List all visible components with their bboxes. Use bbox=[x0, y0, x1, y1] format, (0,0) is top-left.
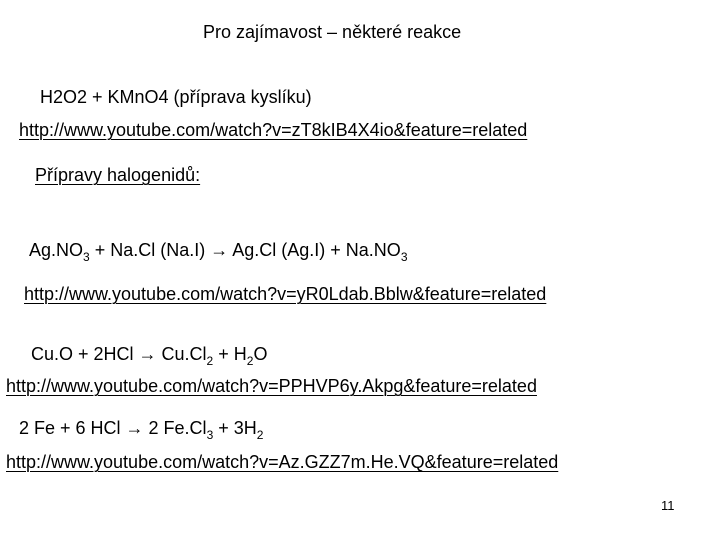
reaction-h2o2-kmno4: H2O2 + KMnO4 (příprava kyslíku) bbox=[40, 87, 312, 107]
reaction-fe-part1: 2 Fe + 6 HCl → 2 Fe.Cl bbox=[19, 418, 207, 438]
reaction-fe-part2: + 3H bbox=[213, 418, 257, 438]
youtube-link-oxygen[interactable]: http://www.youtube.com/watch?v=zT8kIB4X4io&feature=related bbox=[19, 120, 528, 140]
reaction-agno3-sub2: 3 bbox=[400, 250, 408, 264]
reaction-cuo-part2: + H bbox=[213, 344, 247, 364]
reaction-cuo-part3: O bbox=[253, 344, 268, 364]
reaction-agno3-nacl bbox=[29, 240, 408, 264]
halides-heading: Přípravy halogenidů: bbox=[35, 165, 201, 185]
reaction-fe-sub2: 2 bbox=[256, 428, 264, 442]
reaction-fe-sub1: 3 bbox=[206, 428, 214, 442]
reaction-cuo-sub1: 2 bbox=[206, 354, 214, 368]
page-number: 11 bbox=[661, 498, 675, 513]
youtube-link-fe[interactable]: http://www.youtube.com/watch?v=Az.GZZ7m.He.VQ&feature=related bbox=[6, 452, 559, 472]
reaction-cuo-part1: Cu.O + 2HCl → Cu.Cl bbox=[31, 344, 207, 364]
reaction-fe-hcl bbox=[19, 418, 264, 442]
youtube-link-cuo[interactable]: http://www.youtube.com/watch?v=PPHVP6y.Akpg&feature=related bbox=[6, 376, 537, 396]
reaction-cuo-hcl bbox=[31, 344, 268, 368]
reaction-agno3-part2: + Na.Cl (Na.I) → Ag.Cl (Ag.I) + Na.NO bbox=[89, 240, 401, 260]
reaction-agno3-part1: Ag.NO bbox=[29, 240, 84, 260]
reaction-cuo-sub2: 2 bbox=[246, 354, 254, 368]
youtube-link-halides[interactable]: http://www.youtube.com/watch?v=yR0Ldab.Bblw&feature=related bbox=[24, 284, 547, 304]
reaction-agno3-sub1: 3 bbox=[83, 250, 90, 264]
slide-title: Pro zajímavost – některé reakce bbox=[203, 22, 462, 42]
